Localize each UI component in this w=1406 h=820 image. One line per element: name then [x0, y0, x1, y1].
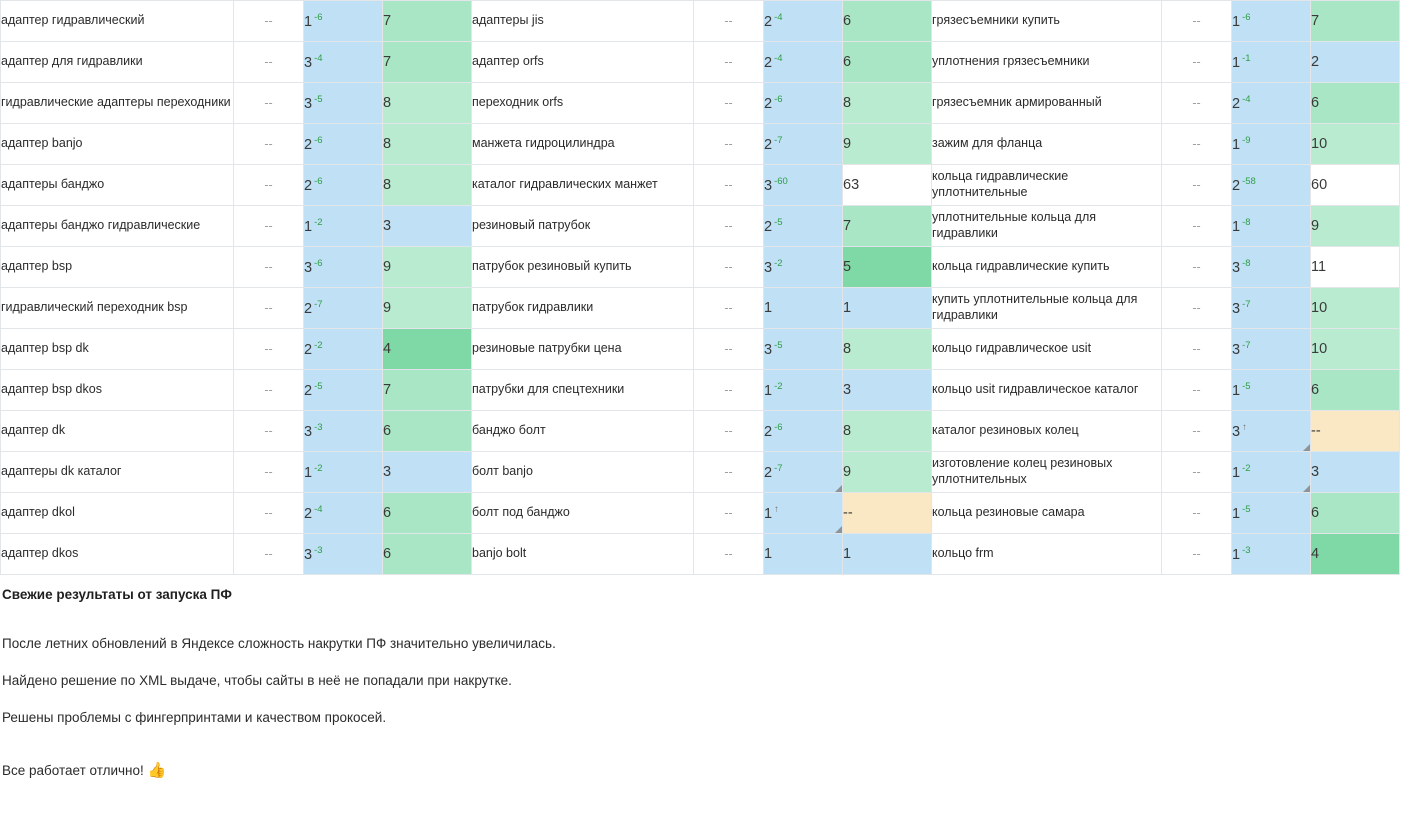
- position-delta: -3: [314, 545, 323, 557]
- previous-position-cell: 10: [1311, 329, 1400, 370]
- position-value: 2: [304, 341, 313, 358]
- keyword-cell[interactable]: адаптер orfs: [472, 42, 694, 83]
- table-row: [1, 329, 1400, 370]
- table-row: [1, 247, 1400, 288]
- position-value: 2: [304, 300, 313, 317]
- previous-position-cell: 10: [1311, 288, 1400, 329]
- position-delta: -6: [314, 12, 323, 24]
- keyword-cell[interactable]: патрубки для спецтехники: [472, 370, 694, 411]
- position-delta: -58: [1242, 176, 1256, 188]
- position-delta: -2: [314, 217, 323, 229]
- position-value: 2: [304, 382, 313, 399]
- position-delta: ↑: [774, 504, 779, 516]
- position-delta: -6: [314, 176, 323, 188]
- position-value: 1: [764, 382, 773, 399]
- position-delta: -4: [774, 12, 783, 24]
- previous-position-cell: 6: [1311, 83, 1400, 124]
- position-cell: [304, 534, 383, 575]
- keyword-cell[interactable]: болт banjo: [472, 452, 694, 493]
- previous-position-cell: 7: [383, 370, 472, 411]
- keyword-cell[interactable]: адаптер dk: [1, 411, 234, 452]
- previous-position-cell: 60: [1311, 165, 1400, 206]
- position-value: 1: [304, 13, 313, 30]
- previous-position-cell: 8: [843, 83, 932, 124]
- position-value: 1: [1232, 505, 1241, 522]
- position-cell: [764, 247, 843, 288]
- previous-position-cell: 7: [383, 42, 472, 83]
- position-cell: [764, 534, 843, 575]
- position-value: 2: [764, 136, 773, 153]
- position-value: 1: [1232, 218, 1241, 235]
- no-data-cell: --: [694, 124, 764, 165]
- no-data-cell: --: [234, 83, 304, 124]
- keyword-cell[interactable]: резиновый патрубок: [472, 206, 694, 247]
- previous-position-cell: 8: [383, 83, 472, 124]
- position-value: 3: [764, 177, 773, 194]
- position-cell: [764, 411, 843, 452]
- no-data-cell: --: [234, 42, 304, 83]
- position-cell: [1232, 247, 1311, 288]
- position-value: 3: [304, 423, 313, 440]
- position-cell: [764, 288, 843, 329]
- position-delta: -6: [1242, 12, 1251, 24]
- position-delta: -3: [314, 422, 323, 434]
- table-row: [1, 493, 1400, 534]
- no-data-cell: --: [694, 42, 764, 83]
- keyword-cell[interactable]: грязесъемник армированный: [932, 83, 1162, 124]
- position-value: 2: [304, 505, 313, 522]
- position-value: 2: [304, 177, 313, 194]
- previous-position-cell: 5: [843, 247, 932, 288]
- previous-position-cell: 6: [843, 1, 932, 42]
- position-delta: -8: [1242, 217, 1251, 229]
- position-delta: -1: [1242, 53, 1251, 65]
- position-cell: [1232, 1, 1311, 42]
- position-cell: [764, 206, 843, 247]
- keyword-cell[interactable]: адаптеры банджо гидравлические: [1, 206, 234, 247]
- keyword-cell[interactable]: адаптер dkol: [1, 493, 234, 534]
- position-delta: -7: [314, 299, 323, 311]
- keyword-cell[interactable]: болт под банджо: [472, 493, 694, 534]
- keyword-cell[interactable]: адаптер dkos: [1, 534, 234, 575]
- position-delta: -2: [774, 381, 783, 393]
- position-cell: [764, 83, 843, 124]
- no-data-cell: --: [1162, 493, 1232, 534]
- no-data-cell: --: [234, 370, 304, 411]
- position-value: 2: [764, 95, 773, 112]
- no-data-cell: --: [1162, 411, 1232, 452]
- keyword-cell[interactable]: адаптер для гидравлики: [1, 42, 234, 83]
- position-value: 2: [1232, 177, 1241, 194]
- no-data-cell: --: [234, 452, 304, 493]
- keyword-cell[interactable]: гидравлический переходник bsp: [1, 288, 234, 329]
- keyword-cell[interactable]: banjo bolt: [472, 534, 694, 575]
- position-value: 1: [1232, 13, 1241, 30]
- position-delta: -4: [1242, 94, 1251, 106]
- previous-position-cell: 8: [383, 165, 472, 206]
- position-value: 1: [1232, 464, 1241, 481]
- position-value: 3: [1232, 259, 1241, 276]
- footer-paragraph-4-text: Все работает отлично!: [2, 763, 144, 778]
- keyword-cell[interactable]: кольца резиновые самара: [932, 493, 1162, 534]
- no-data-cell: --: [1162, 206, 1232, 247]
- position-value: 1: [764, 546, 773, 562]
- previous-position-cell: 7: [1311, 1, 1400, 42]
- table-row: [1, 288, 1400, 329]
- position-cell: [1232, 165, 1311, 206]
- position-cell: [1232, 329, 1311, 370]
- no-data-cell: --: [234, 165, 304, 206]
- position-delta: -4: [774, 53, 783, 65]
- keyword-cell[interactable]: банджо болт: [472, 411, 694, 452]
- position-value: 1: [1232, 54, 1241, 71]
- no-data-cell: --: [694, 1, 764, 42]
- keyword-cell[interactable]: переходник orfs: [472, 83, 694, 124]
- no-data-cell: --: [234, 329, 304, 370]
- position-value: 2: [1232, 95, 1241, 112]
- position-cell: [764, 1, 843, 42]
- no-data-cell: --: [234, 124, 304, 165]
- position-value: 1: [1232, 546, 1241, 563]
- keyword-cell[interactable]: кольца гидравлические уплотнительные: [932, 165, 1162, 206]
- no-data-cell: --: [1162, 83, 1232, 124]
- no-data-cell: --: [1162, 1, 1232, 42]
- position-value: 1: [764, 300, 773, 316]
- position-cell: [764, 370, 843, 411]
- position-delta: -5: [774, 217, 783, 229]
- keyword-cell[interactable]: патрубок гидравлики: [472, 288, 694, 329]
- position-cell: [1232, 83, 1311, 124]
- previous-position-cell: 9: [1311, 206, 1400, 247]
- position-value: 3: [304, 54, 313, 71]
- position-delta: -7: [1242, 340, 1251, 352]
- position-cell: [304, 411, 383, 452]
- position-value: 2: [304, 136, 313, 153]
- previous-position-cell: 8: [383, 124, 472, 165]
- position-cell: [764, 493, 843, 534]
- previous-position-cell: 11: [1311, 247, 1400, 288]
- no-data-cell: --: [234, 1, 304, 42]
- position-cell: [304, 493, 383, 534]
- position-cell: [304, 288, 383, 329]
- keyword-cell[interactable]: адаптеры банджо: [1, 165, 234, 206]
- footer-paragraph-4: [2, 761, 1406, 779]
- no-data-cell: --: [234, 411, 304, 452]
- previous-position-cell: 3: [1311, 452, 1400, 493]
- position-value: 3: [1232, 341, 1241, 358]
- position-cell: [1232, 206, 1311, 247]
- position-value: 3: [304, 95, 313, 112]
- position-delta: -7: [774, 135, 783, 147]
- position-cell: [304, 124, 383, 165]
- previous-position-cell: 6: [1311, 370, 1400, 411]
- position-delta: -7: [1242, 299, 1251, 311]
- no-data-cell: --: [234, 493, 304, 534]
- comment-corner-icon: [835, 485, 842, 492]
- table-row: [1, 370, 1400, 411]
- table-row: [1, 534, 1400, 575]
- previous-position-cell: 3: [383, 452, 472, 493]
- position-cell: [304, 1, 383, 42]
- position-cell: [1232, 452, 1311, 493]
- footer-heading: Свежие результаты от запуска ПФ: [2, 587, 232, 602]
- keyword-cell[interactable]: адаптер bsp dk: [1, 329, 234, 370]
- position-value: 3: [1232, 300, 1241, 317]
- position-value: 3: [1232, 423, 1241, 440]
- no-data-cell: --: [694, 247, 764, 288]
- previous-position-cell: 10: [1311, 124, 1400, 165]
- previous-position-cell: --: [843, 493, 932, 534]
- previous-position-cell: 2: [1311, 42, 1400, 83]
- position-delta: -4: [314, 53, 323, 65]
- position-delta: -5: [314, 94, 323, 106]
- keyword-cell[interactable]: адаптер bsp dkos: [1, 370, 234, 411]
- previous-position-cell: 7: [843, 206, 932, 247]
- no-data-cell: --: [1162, 288, 1232, 329]
- position-cell: [1232, 493, 1311, 534]
- footer-paragraph-1: После летних обновлений в Яндексе сложность накрутки ПФ значительно увеличилась.: [2, 636, 556, 651]
- position-delta: -7: [774, 463, 783, 475]
- table-row: [1, 411, 1400, 452]
- position-cell: [764, 165, 843, 206]
- position-value: 2: [764, 218, 773, 235]
- table-row: [1, 165, 1400, 206]
- comment-corner-icon: [835, 526, 842, 533]
- no-data-cell: --: [1162, 165, 1232, 206]
- comment-corner-icon: [1303, 485, 1310, 492]
- position-cell: [1232, 124, 1311, 165]
- position-delta: -5: [1242, 504, 1251, 516]
- keyword-cell[interactable]: кольцо гидравлическое usit: [932, 329, 1162, 370]
- position-delta: -2: [774, 258, 783, 270]
- previous-position-cell: 9: [383, 247, 472, 288]
- previous-position-cell: 6: [383, 411, 472, 452]
- position-cell: [764, 124, 843, 165]
- keyword-cell[interactable]: адаптер bsp: [1, 247, 234, 288]
- no-data-cell: --: [694, 452, 764, 493]
- position-value: 3: [764, 259, 773, 276]
- no-data-cell: --: [1162, 42, 1232, 83]
- keyword-cell[interactable]: манжета гидроцилиндра: [472, 124, 694, 165]
- previous-position-cell: 9: [383, 288, 472, 329]
- position-delta: -6: [314, 258, 323, 270]
- keyword-cell[interactable]: каталог гидравлических манжет: [472, 165, 694, 206]
- keyword-cell[interactable]: уплотнения грязесъемники: [932, 42, 1162, 83]
- previous-position-cell: 4: [383, 329, 472, 370]
- table-row: [1, 1, 1400, 42]
- footer-notes: [0, 587, 1406, 779]
- position-value: 3: [304, 259, 313, 276]
- position-delta: -2: [314, 340, 323, 352]
- position-cell: [1232, 411, 1311, 452]
- position-value: 2: [764, 54, 773, 71]
- previous-position-cell: 6: [1311, 493, 1400, 534]
- position-value: 1: [304, 218, 313, 235]
- footer-paragraph-3: Решены проблемы с фингерпринтами и качеством прокосей.: [2, 710, 387, 725]
- previous-position-cell: --: [1311, 411, 1400, 452]
- previous-position-cell: 6: [843, 42, 932, 83]
- previous-position-cell: 1: [843, 534, 932, 575]
- position-delta: -9: [1242, 135, 1251, 147]
- footer-paragraph-2: Найдено решение по XML выдаче, чтобы сайты в неё не попадали при накрутке.: [2, 673, 512, 688]
- no-data-cell: --: [1162, 452, 1232, 493]
- table-row: [1, 206, 1400, 247]
- previous-position-cell: 6: [383, 493, 472, 534]
- position-cell: [304, 83, 383, 124]
- position-cell: [1232, 534, 1311, 575]
- position-cell: [764, 329, 843, 370]
- no-data-cell: --: [694, 165, 764, 206]
- no-data-cell: --: [694, 83, 764, 124]
- keyword-cell[interactable]: адаптеры jis: [472, 1, 694, 42]
- position-cell: [304, 165, 383, 206]
- keyword-cell[interactable]: зажим для фланца: [932, 124, 1162, 165]
- position-delta: -2: [1242, 463, 1251, 475]
- no-data-cell: --: [694, 206, 764, 247]
- keyword-cell[interactable]: купить уплотнительные кольца для гидравлики: [932, 288, 1162, 329]
- keyword-cell[interactable]: гидравлические адаптеры переходники: [1, 83, 234, 124]
- position-cell: [304, 452, 383, 493]
- previous-position-cell: 1: [843, 288, 932, 329]
- position-delta: -2: [314, 463, 323, 475]
- keyword-cell[interactable]: кольцо frm: [932, 534, 1162, 575]
- position-cell: [304, 370, 383, 411]
- position-cell: [1232, 288, 1311, 329]
- previous-position-cell: 8: [843, 411, 932, 452]
- position-delta: -5: [1242, 381, 1251, 393]
- no-data-cell: --: [694, 329, 764, 370]
- no-data-cell: --: [234, 534, 304, 575]
- position-delta: -8: [1242, 258, 1251, 270]
- position-value: 3: [304, 546, 313, 563]
- no-data-cell: --: [694, 534, 764, 575]
- position-cell: [764, 42, 843, 83]
- position-value: 1: [1232, 382, 1241, 399]
- previous-position-cell: 9: [843, 124, 932, 165]
- table-row: [1, 452, 1400, 493]
- keyword-cell[interactable]: кольцо usit гидравлическое каталог: [932, 370, 1162, 411]
- position-value: 1: [764, 505, 773, 522]
- keyword-cell[interactable]: грязесъемники купить: [932, 1, 1162, 42]
- keyword-cell[interactable]: адаптер banjo: [1, 124, 234, 165]
- position-value: 2: [764, 423, 773, 440]
- position-delta: -6: [774, 94, 783, 106]
- position-cell: [304, 247, 383, 288]
- keyword-cell[interactable]: кольца гидравлические купить: [932, 247, 1162, 288]
- position-cell: [304, 206, 383, 247]
- position-cell: [764, 452, 843, 493]
- position-delta: -6: [314, 135, 323, 147]
- table-row: [1, 42, 1400, 83]
- no-data-cell: --: [1162, 329, 1232, 370]
- previous-position-cell: 4: [1311, 534, 1400, 575]
- position-value: 1: [304, 464, 313, 481]
- keyword-cell[interactable]: адаптер гидравлический: [1, 1, 234, 42]
- table-row: [1, 83, 1400, 124]
- position-value: 2: [764, 13, 773, 30]
- comment-corner-icon: [1303, 444, 1310, 451]
- previous-position-cell: 7: [383, 1, 472, 42]
- keyword-cell[interactable]: каталог резиновых колец: [932, 411, 1162, 452]
- keyword-cell[interactable]: уплотнительные кольца для гидравлики: [932, 206, 1162, 247]
- position-delta: -60: [774, 176, 788, 188]
- previous-position-cell: 3: [843, 370, 932, 411]
- previous-position-cell: 63: [843, 165, 932, 206]
- table-row: [1, 124, 1400, 165]
- no-data-cell: --: [234, 247, 304, 288]
- previous-position-cell: 6: [383, 534, 472, 575]
- no-data-cell: --: [694, 370, 764, 411]
- position-delta: -4: [314, 504, 323, 516]
- position-value: 1: [1232, 136, 1241, 153]
- thumbs-up-icon: 👍: [147, 762, 167, 779]
- position-delta: ↑: [1242, 422, 1247, 434]
- position-cell: [1232, 370, 1311, 411]
- position-value: 2: [764, 464, 773, 481]
- position-cell: [304, 42, 383, 83]
- no-data-cell: --: [1162, 247, 1232, 288]
- no-data-cell: --: [1162, 124, 1232, 165]
- keyword-cell[interactable]: патрубок резиновый купить: [472, 247, 694, 288]
- keyword-cell[interactable]: резиновые патрубки цена: [472, 329, 694, 370]
- position-delta: -3: [1242, 545, 1251, 557]
- no-data-cell: --: [234, 206, 304, 247]
- no-data-cell: --: [1162, 534, 1232, 575]
- previous-position-cell: 8: [843, 329, 932, 370]
- no-data-cell: --: [1162, 370, 1232, 411]
- position-delta: -6: [774, 422, 783, 434]
- position-delta: -5: [314, 381, 323, 393]
- no-data-cell: --: [694, 493, 764, 534]
- previous-position-cell: 9: [843, 452, 932, 493]
- previous-position-cell: 3: [383, 206, 472, 247]
- no-data-cell: --: [694, 288, 764, 329]
- position-value: 3: [764, 341, 773, 358]
- position-cell: [1232, 42, 1311, 83]
- keyword-cell[interactable]: изготовление колец резиновых уплотнительных: [932, 452, 1162, 493]
- no-data-cell: --: [234, 288, 304, 329]
- no-data-cell: --: [694, 411, 764, 452]
- position-cell: [304, 329, 383, 370]
- position-delta: -5: [774, 340, 783, 352]
- keyword-cell[interactable]: адаптеры dk каталог: [1, 452, 234, 493]
